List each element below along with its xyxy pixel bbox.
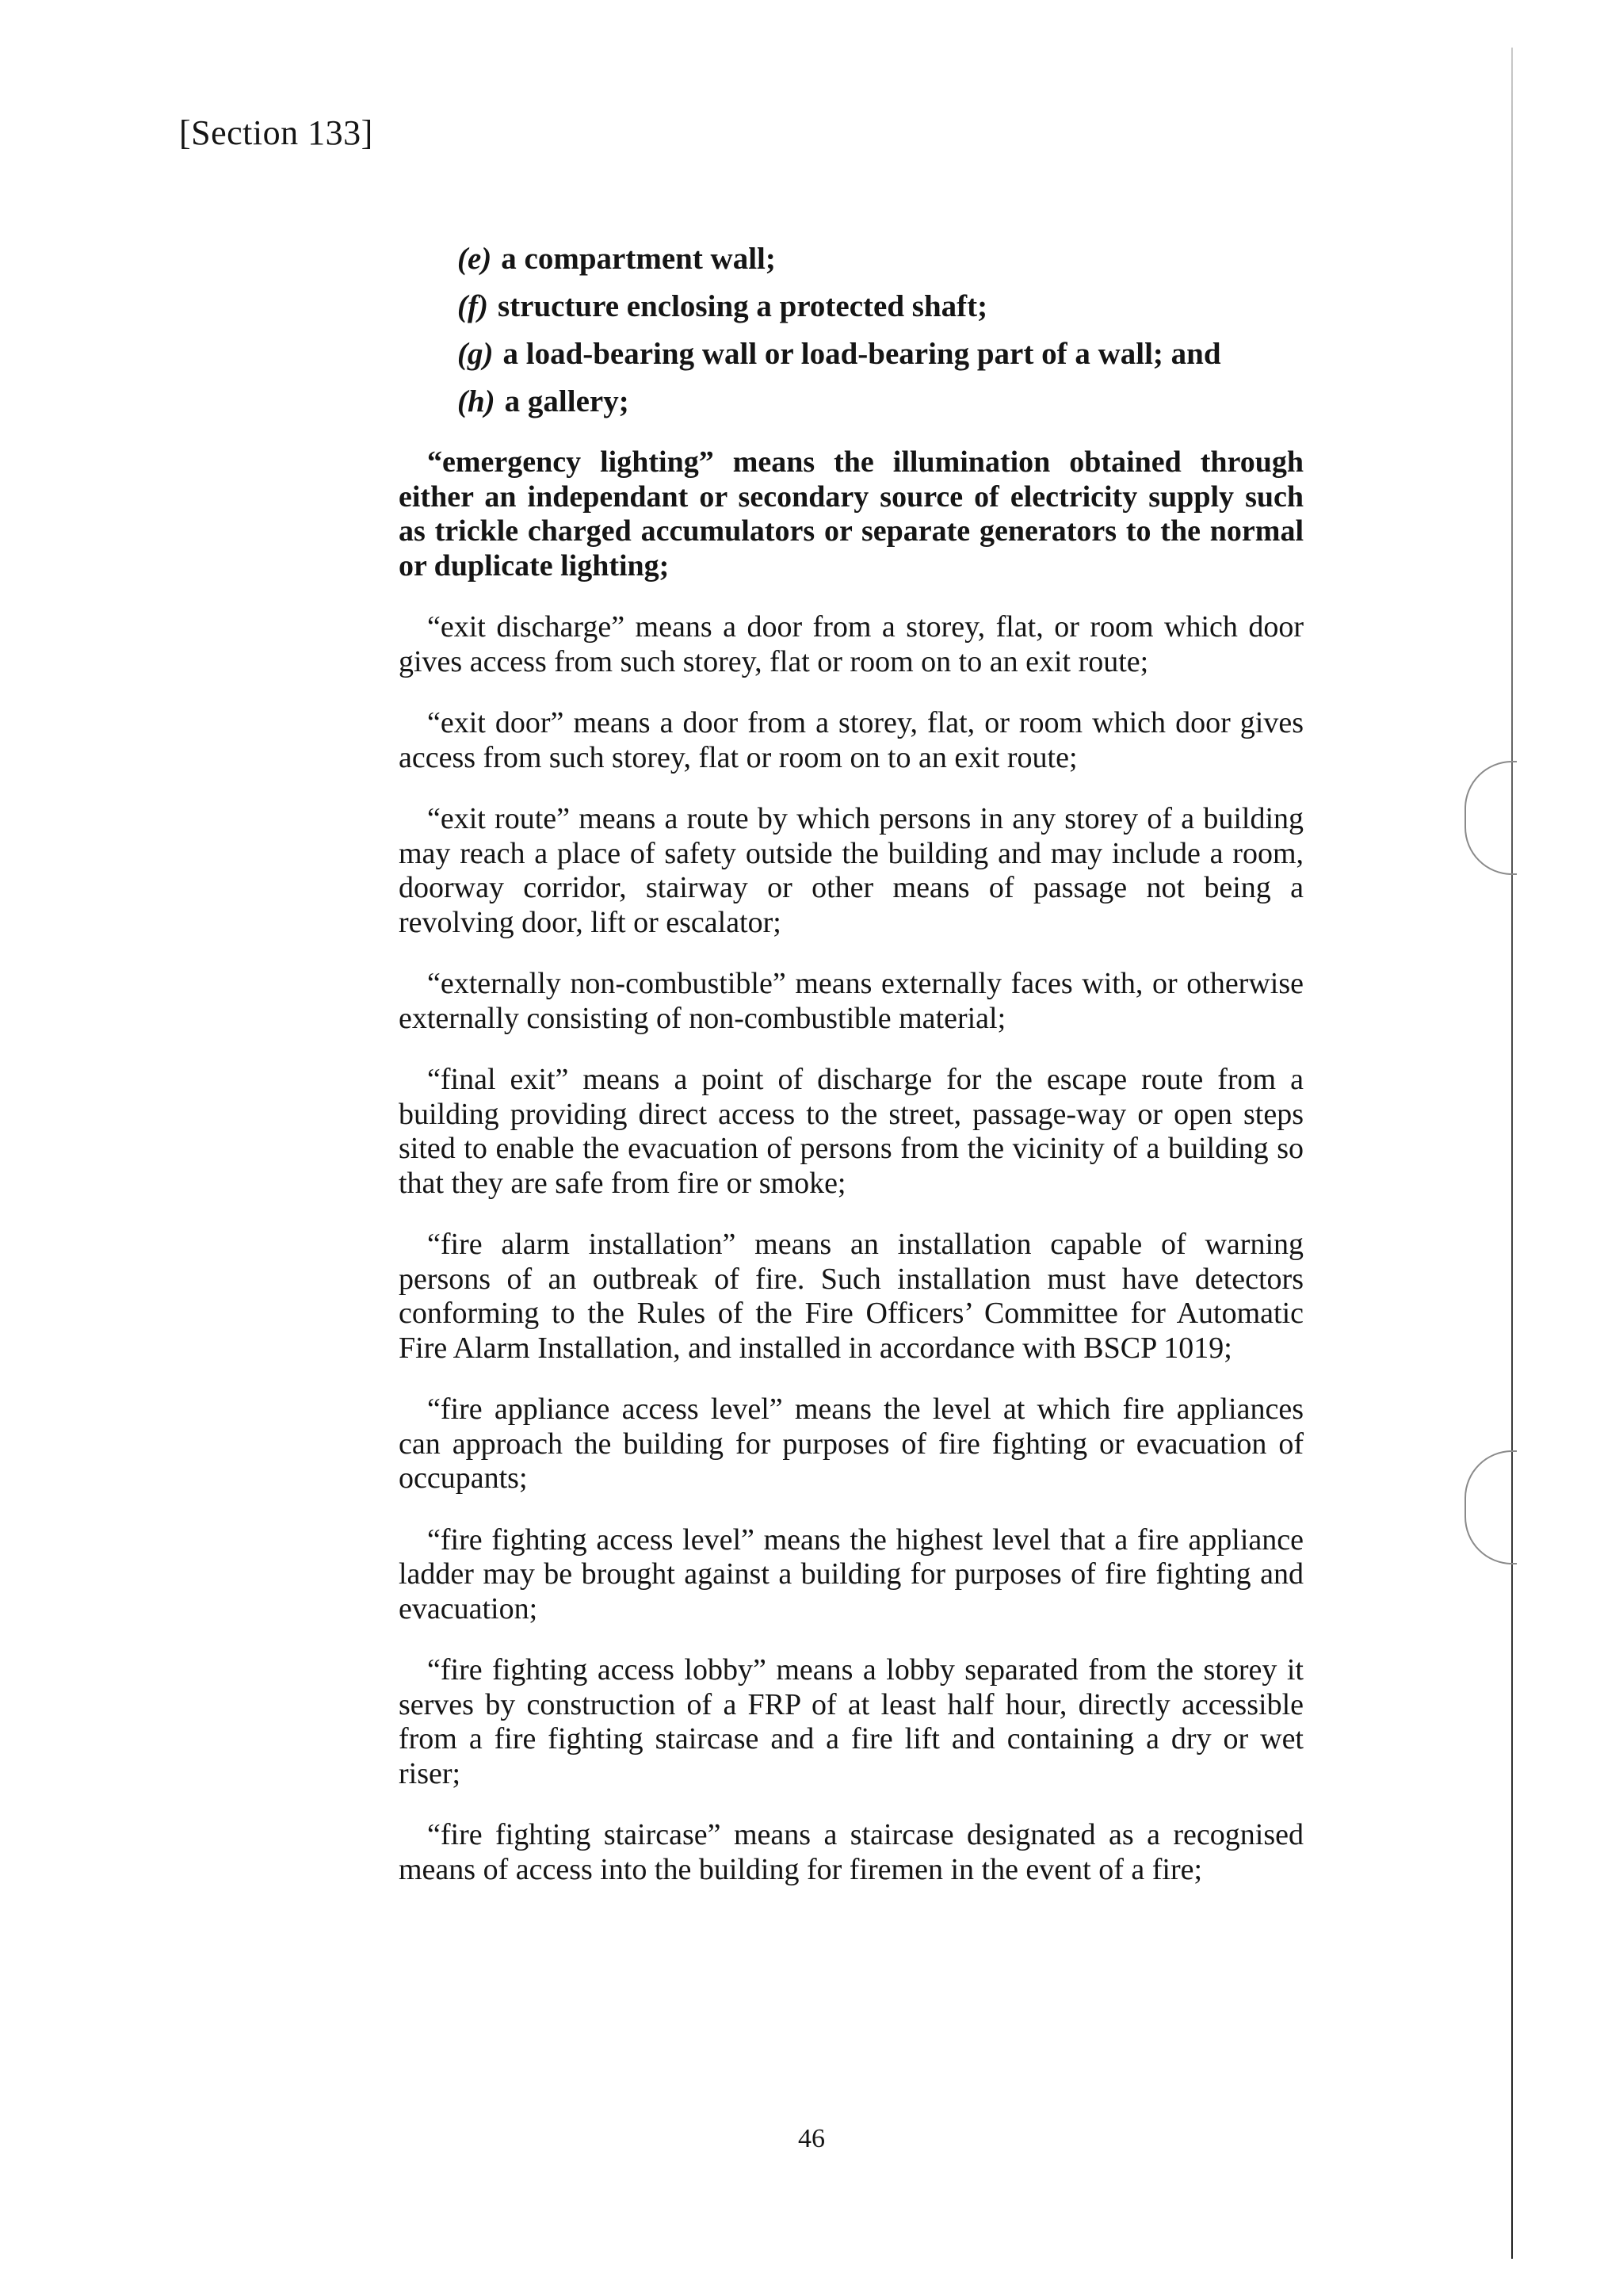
definition-fire-fighting-access-level: “fire fighting access level” means the highest level that a fire appliance ladder may be brought against a building for purposes of fire fighting and evacuation; [399, 1522, 1304, 1626]
clause-letter: (e) [457, 242, 492, 276]
clause-text: a load-bearing wall or load-bearing part of a wall; and [502, 337, 1221, 371]
definition-fire-appliance-access-level: “fire appliance access level” means the level at which fire appliances can approach the building for purposes of fire fighting or evacuation of occupants; [399, 1392, 1304, 1495]
clause-list [457, 241, 1297, 431]
clause-text: a compartment wall; [501, 242, 776, 276]
punch-hole-mark [1465, 761, 1517, 875]
definition-exit-door: “exit door” means a door from a storey, flat, or room which door gives access from such storey, flat or room on to an exit route; [399, 706, 1304, 774]
clause-item [457, 384, 1297, 420]
clause-letter: (g) [457, 337, 494, 371]
definition-fire-alarm-installation: “fire alarm installation” means an installation capable of warning persons of an outbreak of fire. Such installation must have detectors conforming to the Rules of the Fire Officers’ Committee for Automatic Fire Alarm Installation, and installed in accordance with BSCP 1019; [399, 1228, 1304, 1365]
section-header: [Section 133] [179, 113, 373, 152]
clause-item [457, 336, 1297, 372]
definition-exit-discharge: “exit discharge” means a door from a storey, flat, or room which door gives access from such storey, flat or room on to an exit route; [399, 610, 1304, 678]
page-number: 46 [798, 2124, 825, 2153]
definition-externally-non-combustible: “externally non-combustible” means externally faces with, or otherwise externally consisting of non-combustible material; [399, 967, 1304, 1035]
clause-letter: (f) [457, 289, 488, 323]
definitions-list [399, 445, 1304, 1914]
clause-text: structure enclosing a protected shaft; [497, 289, 988, 323]
definition-final-exit: “final exit” means a point of discharge for the escape route from a building providing direct access to the street, passage-way or open steps sited to enable the evacuation of persons from the vicinity of a building so that they are safe from fire or smoke; [399, 1063, 1304, 1200]
clause-item [457, 241, 1297, 277]
punch-hole-mark [1465, 1450, 1517, 1564]
clause-letter: (h) [457, 384, 495, 418]
definition-fire-fighting-access-lobby: “fire fighting access lobby” means a lobby separated from the storey it serves by construction of a FRP of at least half hour, directly accessible from a fire fighting staircase and a fire lift and containing a dry or wet riser; [399, 1653, 1304, 1790]
scan-edge-line [1511, 48, 1513, 2259]
definition-emergency-lighting: “emergency lighting” means the illumination obtained through either an independant or secondary source of electricity supply such as trickle charged accumulators or separate generators to the normal or duplicate lighting; [399, 445, 1304, 583]
definition-exit-route: “exit route” means a route by which persons in any storey of a building may reach a place of safety outside the building and may include a room, doorway corridor, stairway or other means of passage not being a revolving door, lift or escalator; [399, 802, 1304, 939]
clause-text: a gallery; [504, 384, 629, 418]
definition-fire-fighting-staircase: “fire fighting staircase” means a staircase designated as a recognised means of access into the building for firemen in the event of a fire; [399, 1818, 1304, 1886]
clause-item [457, 288, 1297, 325]
